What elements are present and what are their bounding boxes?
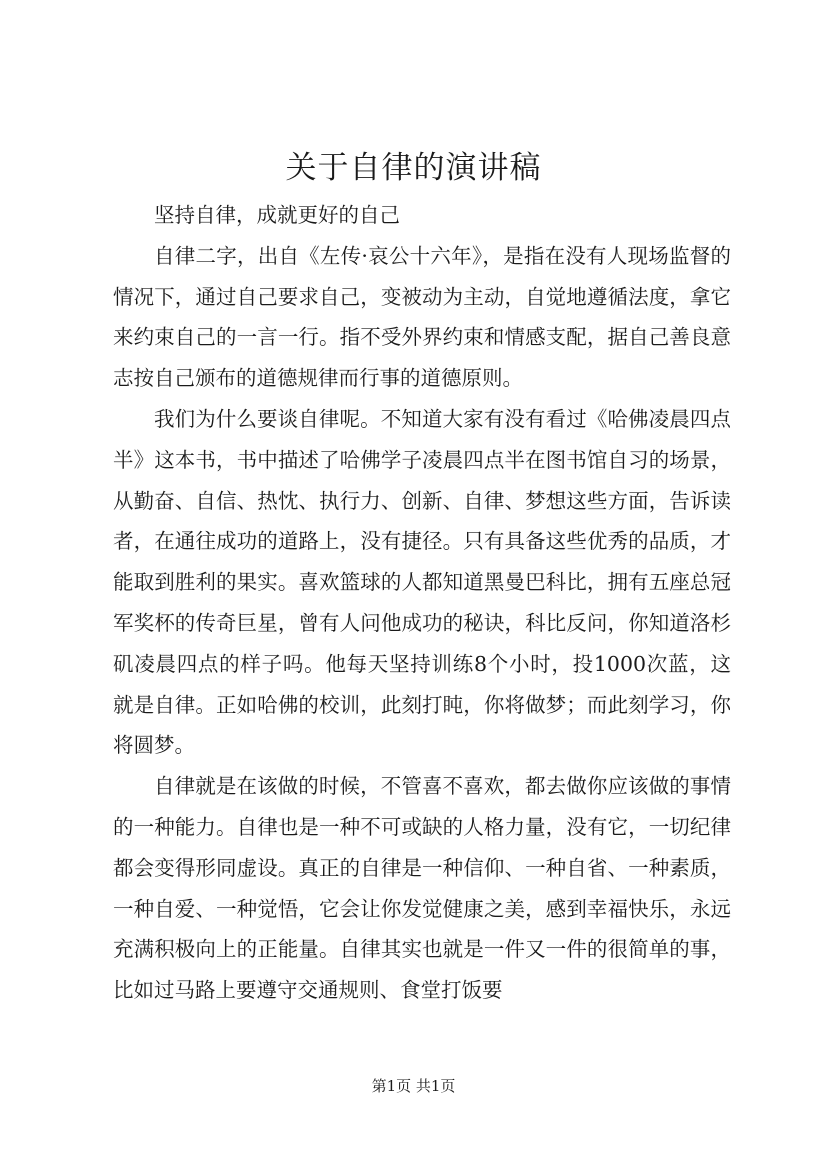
paragraph-definition: 自律二字，出自《左传·哀公十六年》，是指在没有人现场监督的情况下，通过自己要求自己，变被动为主动，自觉地遵循法度，拿它来约束自己的一言一行。指不受外界约束和情感支配，据自己善良意志按自己颁布的道德规律而行事的道德原则。 (113, 243, 731, 391)
document-body (113, 195, 731, 1011)
paragraph-subtitle: 坚持自律，成就更好的自己 (154, 203, 400, 227)
paragraph-why-discipline: 我们为什么要谈自律呢。不知道大家有没有看过《哈佛凌晨四点半》这本书，书中描述了哈佛学子凌晨四点半在图书馆自习的场景，从勤奋、自信、热忱、执行力、创新、自律、梦想这些方面，告诉读者，在通往成功的道路上，没有捷径。只有具备这些优秀的品质，才能取到胜利的果实。喜欢篮球的人都知道黑曼巴科比，拥有五座总冠军奖杯的传奇巨星，曾有人问他成功的秘诀，科比反问，你知道洛杉矶凌晨四点的样子吗。他每天坚持训练8个小时，投1000次蓝，这就是自律。正如哈佛的校训，此刻打盹，你将做梦；而此刻学习，你将圆梦。 (113, 406, 731, 758)
paragraph-what-is-discipline: 自律就是在该做的时候，不管喜不喜欢，都去做你应该做的事情的一种能力。自律也是一种不可或缺的人格力量，没有它，一切纪律都会变得形同虚设。真正的自律是一种信仰、一种自省、一种素质，一种自爱、一种觉悟，它会让你发觉健康之美，感到幸福快乐，永远充满积极向上的正能量。自律其实也就是一件又一件的很简单的事，比如过马路上要遵守交通规则、食堂打饭要 (113, 774, 731, 1003)
document-title: 关于自律的演讲稿 (285, 150, 542, 186)
page-footer: 第1页 共1页 (371, 1077, 456, 1095)
